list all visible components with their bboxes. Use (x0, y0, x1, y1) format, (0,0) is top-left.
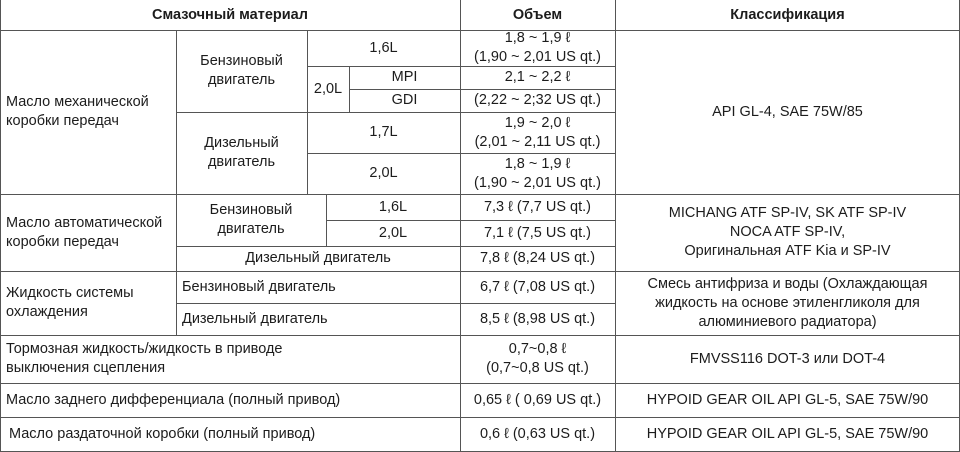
auto-volume-20: 7,1 ℓ (7,5 US qt.) (483, 224, 592, 241)
grid-line (176, 112, 615, 113)
grid-line (0, 271, 960, 272)
grid-line (615, 0, 616, 452)
brake-fluid-title: Тормозная жидкость/жидкость в приводе выключения сцепления (6, 341, 283, 376)
manual-engine-17: 1,7L (369, 124, 398, 140)
grid-line (326, 220, 615, 221)
grid-line (0, 194, 960, 195)
manual-volume-16: 1,8 ~ 1,9 ℓ (1,90 ~ 2,01 US qt.) (474, 30, 601, 65)
header-material: Смазочный материал (152, 6, 308, 23)
grid-line (0, 0, 1, 452)
manual-gdi: GDI (391, 92, 418, 108)
auto-diesel-engine: Дизельный двигатель (245, 250, 391, 266)
auto-classification: MICHANG ATF SP-IV, SK ATF SP-IV NOCA ATF SP-IV, Оригинальная ATF Kia и SP-IV (668, 205, 907, 259)
coolant-diesel-engine: Дизельный двигатель (182, 310, 328, 327)
grid-line (326, 194, 327, 246)
manual-engine-16: 1,6L (369, 39, 398, 56)
auto-engine-16: 1,6L (378, 198, 408, 215)
grid-line (460, 0, 461, 452)
header-volume: Объем (512, 6, 563, 23)
coolant-volume-petrol: 6,7 ℓ (7,08 US qt.) (479, 278, 596, 295)
grid-line (0, 335, 960, 336)
auto-engine-20: 2,0L (378, 224, 408, 241)
rear-diff-classification: HYPOID GEAR OIL API GL-5, SAE 75W/90 (646, 391, 929, 408)
grid-line (176, 303, 615, 304)
transfer-case-volume: 0,6 ℓ (0,63 US qt.) (479, 426, 596, 442)
coolant-volume-diesel: 8,5 ℓ (8,98 US qt.) (479, 310, 596, 327)
transfer-case-title: Масло раздаточной коробки (полный привод) (9, 426, 316, 442)
coolant-classification: Смесь антифриза и воды (Охлаждающая жидкость на основе этиленгликоля для алюминиевого радиатора) (647, 275, 928, 330)
brake-fluid-classification: FMVSS116 DOT-3 или DOT-4 (689, 350, 886, 367)
manual-volume-gdi: (2,22 ~ 2;32 US qt.) (474, 92, 601, 108)
manual-diesel-engine-20: 2,0L (369, 165, 398, 181)
rear-diff-volume: 0,65 ℓ ( 0,69 US qt.) (473, 391, 602, 408)
rear-diff-title: Масло заднего дифференциала (полный привод) (6, 391, 341, 408)
grid-line (349, 66, 350, 112)
grid-line (176, 30, 177, 335)
auto-petrol-engine: Бензиновый двигатель (209, 202, 293, 237)
manual-gearbox-title: Масло механической коробки передач (6, 94, 149, 129)
manual-volume-diesel-20: 1,8 ~ 1,9 ℓ (1,90 ~ 2,01 US qt.) (474, 155, 601, 191)
manual-engine-20: 2,0L (313, 80, 343, 97)
auto-volume-diesel: 7,8 ℓ (8,24 US qt.) (479, 250, 596, 266)
manual-petrol-engine: Бензиновый двигатель (200, 53, 283, 88)
coolant-title: Жидкость системы охлаждения (6, 285, 134, 320)
manual-diesel-engine: Дизельный двигатель (204, 135, 279, 170)
header-classification: Классификация (730, 6, 845, 23)
grid-line (176, 246, 615, 247)
auto-volume-16: 7,3 ℓ (7,7 US qt.) (483, 198, 592, 215)
manual-volume-17: 1,9 ~ 2,0 ℓ (2,01 ~ 2,11 US qt.) (474, 114, 601, 150)
coolant-petrol-engine: Бензиновый двигатель (182, 278, 336, 295)
grid-line (349, 89, 615, 90)
grid-line (307, 30, 308, 194)
grid-line (0, 30, 960, 31)
manual-classification: API GL-4, SAE 75W/85 (712, 103, 863, 120)
brake-fluid-volume: 0,7~0,8 ℓ (0,7~0,8 US qt.) (486, 341, 589, 376)
grid-line (307, 66, 615, 67)
grid-line (0, 417, 960, 418)
grid-line (0, 383, 960, 384)
grid-line (307, 153, 615, 154)
manual-mpi: MPI (391, 69, 418, 85)
manual-volume-mpi: 2,1 ~ 2,2 ℓ (504, 69, 571, 85)
auto-gearbox-title: Масло автоматической коробки передач (6, 214, 163, 250)
transfer-case-classification: HYPOID GEAR OIL API GL-5, SAE 75W/90 (646, 426, 929, 442)
